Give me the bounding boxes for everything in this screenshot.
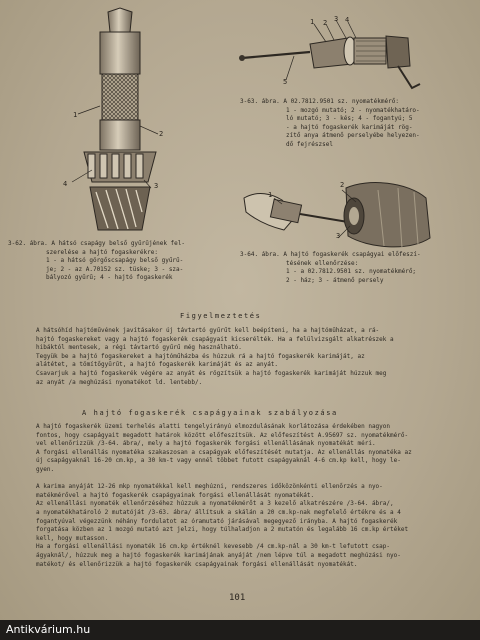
fig63-caption-line: dő fejrészsel <box>286 140 333 148</box>
figure-3-62-drawing <box>50 2 190 242</box>
body-line: a nyomatékhatároló 2 mutatóját /3-63. ábra/ állítsuk a skálán a 20 cm.kp-nak megfelelő értékre és a 4 <box>36 508 401 516</box>
fig62-caption-line: bályozó gyűrű; 4 - hajtó fogaskerék <box>46 274 173 282</box>
body-line: hibáktól mentesek, a régi távtartó gyűrű még használható. <box>36 344 242 352</box>
section-heading-warning: Figyelmeztetés <box>180 312 262 320</box>
body-line: vel ellenőrizzük /3-64. ábra/, mely a hajtó fogaskerék forgási ellenállásának nyomatékát méri. <box>36 440 376 448</box>
fig62-callout-2: 2 <box>159 130 164 138</box>
fig64-caption-line: 2 - ház; 3 - átmenő persely <box>286 276 384 284</box>
body-line: az anyát /a meghúzási nyomatékot ld. lentebb/. <box>36 378 203 386</box>
section2-body <box>36 423 446 569</box>
fig64-callout-3: 3 <box>336 232 341 240</box>
section1-body <box>36 327 446 387</box>
fig64-caption-line: 3-64. ábra. A hajtó fogaskerék csapágyai előfeszí- <box>240 251 421 258</box>
fig63-caption-line: zítő anya átmenő perselyébe helyezen- <box>286 132 420 140</box>
fig63-callout-2: 2 <box>323 19 328 27</box>
fig63-callout-5: 5 <box>283 78 288 86</box>
body-line: kell, hogy mutasson. <box>36 534 109 542</box>
fig63-caption-line: - a hajtó fogaskerék karimáját rög- <box>286 123 413 131</box>
body-line: hajtó fogaskereket vagy a hajtó fogaskerék csapágyait kicserélték. Ha a felülvizsgált alkatrészek a <box>36 335 394 343</box>
body-line: matékmérővel a hajtó fogaskerék csapágyainak forgási ellenállását nyomatékát. <box>36 491 315 499</box>
fig62-callout-1: 1 <box>73 111 78 119</box>
fig62-caption <box>8 240 185 283</box>
body-line: Csavarjuk a hajtó fogaskerék végére az anyát és rögzítsük a hajtó fogaskerék karimáját húzzuk meg <box>36 369 387 377</box>
fig63-callout-3: 3 <box>334 15 339 23</box>
fig63-caption-line: ló mutató; 3 - kés; 4 - fogantyú; 5 <box>286 115 413 123</box>
fig63-callout-1: 1 <box>310 18 315 26</box>
body-line: Az ellenállási nyomaték ellenőrzéséhez húzzuk a nyomatékmérőt a 3 kezelő alkatrészére /3-64. ábra/, <box>36 500 394 508</box>
fig62-caption-line: 1 - a hátsó görgőscsapágy belső gyűrű- <box>46 257 184 265</box>
fig63-caption-line: 1 - mozgó mutató; 2 - nyomatékhatáro- <box>286 106 420 114</box>
watermark-footer: Antikvárium.hu <box>0 620 480 640</box>
body-line <box>36 475 446 484</box>
body-line: forgatása közben az 1 mozgó mutató azt jelzi, hogy túlhaladjon a 2 mutatón és legalább 16 cm.kp értéket <box>36 526 409 534</box>
body-line: Tegyük be a hajtó fogaskereket a hajtóműházba és húzzuk rá a hajtó fogaskerék karimáját, az <box>36 352 365 360</box>
body-line: matékot/ és ellenőrizzük a hajtó fogaskerék csapágyainak forgási ellenállását nyomatékát. <box>36 560 358 568</box>
body-line: alátétet, a tömítőgyűrűt, a hajtó fogaskerék karimáját és az anyát. <box>36 361 279 369</box>
fig64-callout-1: 1 <box>268 191 273 199</box>
body-line: új csapágyaknál 16-20 cm.kp, a 30 km-t vagy ennél többet futott csapágyaknál 4-6 cm.kp kell, hogy le- <box>36 457 401 465</box>
fig64-caption-line: 1 - a 02.7812.9501 sz. nyomatékmérő; <box>286 268 417 276</box>
body-line: Ha a forgási ellenállási nyomaték 16 cm.kp értéknél kevesebb /4 cm.kp-nál a 30 km-t lefutott csap- <box>36 543 391 551</box>
fig62-callout-4: 4 <box>63 180 68 188</box>
body-line: A hajtó fogaskerék üzemi terhelés alatti tengelyirányú elmozdulásának korlátozása érdekében nagyon <box>36 423 391 430</box>
fig64-caption <box>240 251 421 285</box>
page-number: 101 <box>229 593 246 603</box>
fig63-callout-4: 4 <box>345 16 350 24</box>
section-heading-bearing-adjustment: A hajtó fogaskerék csapágyainak szabályozása <box>82 409 338 417</box>
fig62-caption-line: je; 2 - az A.70152 sz. tüske; 3 - sza- <box>46 265 184 273</box>
fig64-caption-line: tésének ellenőrzése: <box>286 259 359 267</box>
body-line: A forgási ellenállás nyomatéka szakaszosan a csapágyak előfeszítését mutatja. Az ellenállás nyomatéka az <box>36 448 412 456</box>
figure-3-63-drawing <box>230 8 470 100</box>
fig62-caption-line: szerelése a hajtó fogaskerékre: <box>46 248 158 256</box>
body-line: ágyaknál/, húzzuk meg a hajtó fogaskerék karimájának anyáját /nem lépve túl a megadott meghúzási nyo- <box>36 551 401 559</box>
figure-3-64-drawing <box>238 168 438 254</box>
fig62-callout-3: 3 <box>154 182 159 190</box>
fig63-caption-line: 3-63. ábra. A 02.7812.9501 sz. nyomatékmérő: <box>240 98 399 105</box>
body-line: fogantyúval végezzünk néhány fordulatot az óramutató járásával megegyező irányba. A hajtó fogaskerék <box>36 517 398 525</box>
body-line: A karima anyáját 12-26 mkp nyomatékkal kell meghúzni, rendszeres időközönkénti ellenőrzés a nyo- <box>36 483 383 491</box>
fig62-caption-line: 3-62. ábra. A hátsó csapágy belső gyűrűjének fel- <box>8 240 186 247</box>
fig64-callout-2: 2 <box>340 181 345 189</box>
body-line: A hátsóhíd hajtóművének javításakor új távtartó gyűrűt kell beépíteni, ha a hajtóműházat, a rá- <box>36 327 380 334</box>
body-line: gyen. <box>36 465 55 473</box>
fig63-caption <box>240 98 420 150</box>
body-line: fontos, hogy csapágyait megadott határok között előfeszítsük. Az előfeszítést A.95697 sz. nyomatékmérő- <box>36 431 409 439</box>
